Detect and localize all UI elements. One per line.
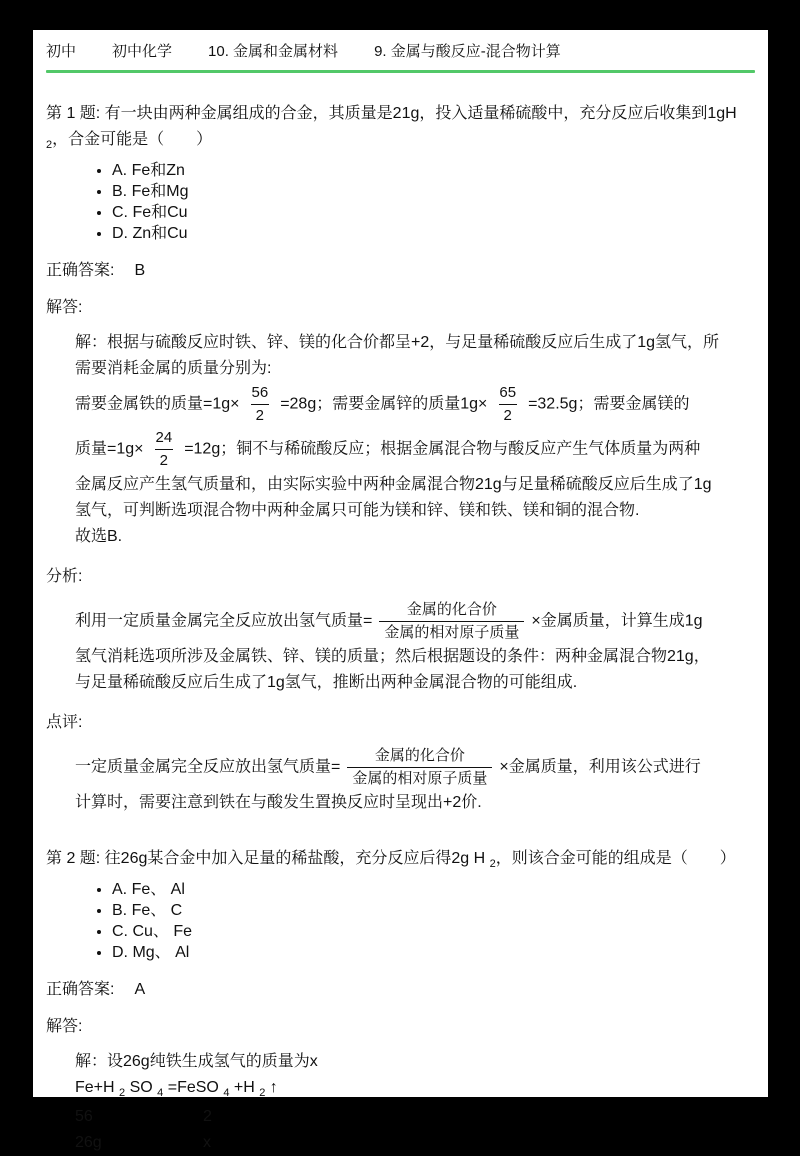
question-2-text xyxy=(46,846,755,872)
option[interactable]: • C. Fe和Cu xyxy=(112,202,755,223)
breadcrumb-item-subject[interactable]: 初中化学 xyxy=(112,43,173,60)
subscript: 4 xyxy=(223,1087,230,1100)
subscript: 2 xyxy=(259,1087,266,1100)
answer-row xyxy=(46,261,755,281)
ratio-cell: 56 xyxy=(75,1108,93,1125)
ratio-row xyxy=(75,1104,755,1130)
question-2-options xyxy=(46,879,755,963)
option[interactable]: • D. Mg、 Al xyxy=(112,942,755,963)
text-line: 金属反应产生氢气质量和，由实际实验中两种金属混合物21g与足量稀硫酸反应后生成了1g xyxy=(75,476,712,493)
text-line: 需要金属铁的质量=1g× $\frac{56}{2}$ =28g；需要金属锌的质量1g× $\frac{65}{2}$ =32.5g；需要金属镁的 xyxy=(75,382,755,427)
solution-text xyxy=(75,1049,755,1101)
breadcrumb-item-level[interactable]: 初中 xyxy=(46,43,77,60)
analysis-section-label: 分析: xyxy=(46,568,83,585)
subscript: 2 xyxy=(119,1087,126,1100)
header-divider xyxy=(46,70,755,73)
ratio-cell: 26g xyxy=(75,1134,102,1151)
correct-answer-label: 正确答案: xyxy=(46,981,115,998)
solution-section-label: 解答: xyxy=(46,1018,83,1035)
fraction: $\frac{56}{2}$ xyxy=(247,382,274,427)
option[interactable]: • A. Fe、 Al xyxy=(112,879,755,900)
option[interactable]: • B. Fe和Mg xyxy=(112,181,755,202)
text-line: Fe+H $_2$ SO $_4$ =FeSO $_4$ +H $_2$ ↑ xyxy=(75,1079,278,1100)
breadcrumb-item-chapter[interactable]: 10. 金属和金属材料 xyxy=(208,43,339,60)
option[interactable]: • A. Fe和Zn xyxy=(112,160,755,181)
text-line: 计算时，需要注意到铁在与酸发生置换反应时呈现出+2价. xyxy=(75,794,482,811)
option[interactable]: • C. Cu、 Fe xyxy=(112,921,755,942)
subscript: 4 xyxy=(157,1087,164,1100)
fraction: $\frac{65}{2}$ xyxy=(494,382,521,427)
breadcrumb xyxy=(46,38,755,61)
text-line: 解：设26g纯铁生成氢气的质量为x xyxy=(75,1053,318,1070)
text-line: $_2$，合金可能是（ ） xyxy=(46,131,213,152)
ratio-row xyxy=(75,1130,755,1156)
correct-answer-label: 正确答案: xyxy=(46,262,115,279)
fraction: $\frac{\text{金属的化合价}}{\text{金属的相对原子质量}}$ xyxy=(347,745,492,790)
breadcrumb-item-topic[interactable]: 9. 金属与酸反应-混合物计算 xyxy=(374,43,561,60)
text-line: 氢气消耗选项所涉及金属铁、锌、镁的质量；然后根据题设的条件：两种金属混合物21g， xyxy=(75,648,710,665)
question-1-text xyxy=(46,101,755,153)
text-line: 第 2 题: 往26g某合金中加入足量的稀盐酸，充分反应后得2g H $_2$，则该合金可能的组成是（ ） xyxy=(46,850,736,871)
answer-row xyxy=(46,980,755,1000)
solution-section-label: 解答: xyxy=(46,299,83,316)
text-line: 第 1 题: 有一块由两种金属组成的合金，其质量是21g，投入适量稀硫酸中，充分反应后收集到1gH xyxy=(46,105,737,122)
option[interactable]: • D. Zn和Cu xyxy=(112,223,755,244)
text-line: 与足量稀硫酸反应后生成了1g氢气，推断出两种金属混合物的可能组成. xyxy=(75,674,578,691)
option[interactable]: • B. Fe、 C xyxy=(112,900,755,921)
proportion-table xyxy=(75,1104,755,1156)
subscript: 2 xyxy=(46,139,53,152)
text-line: 氢气，可判断选项混合物中两种金属只可能为镁和锌、镁和铁、镁和铜的混合物. xyxy=(75,502,640,519)
fraction: $\frac{24}{2}$ xyxy=(151,427,178,472)
correct-answer-value: B xyxy=(134,262,146,279)
text-line: 故选B. xyxy=(75,528,123,545)
question-1 xyxy=(46,101,755,816)
text-line: 质量=1g× $\frac{24}{2}$ =12g；铜不与稀硫酸反应；根据金属混合物与酸反应产生气体质量为两种 xyxy=(75,427,755,472)
correct-answer-value: A xyxy=(134,981,146,998)
comment-section-label: 点评: xyxy=(46,714,83,731)
question-2 xyxy=(46,846,755,1156)
subscript: 2 xyxy=(489,858,496,871)
comment-text xyxy=(75,745,755,816)
text-line: 利用一定质量金属完全反应放出氢气质量= $\frac{\text{金属的化合价}}{\text{金属的相对原子质量}}$ ×金属质量，计算生成1g xyxy=(75,599,755,644)
text-line: 一定质量金属完全反应放出氢气质量= $\frac{\text{金属的化合价}}{\text{金属的相对原子质量}}$ ×金属质量，利用该公式进行 xyxy=(75,745,755,790)
text-line: 解：根据与硫酸反应时铁、锌、镁的化合价都呈+2，与足量稀硫酸反应后生成了1g氢气，所 xyxy=(75,334,720,351)
ratio-cell: 2 xyxy=(203,1108,212,1125)
solution-text xyxy=(75,330,755,550)
question-1-options xyxy=(46,160,755,244)
fraction: $\frac{\text{金属的化合价}}{\text{金属的相对原子质量}}$ xyxy=(379,599,524,644)
document-page xyxy=(33,30,768,1151)
text-line: 需要消耗金属的质量分别为: xyxy=(75,360,272,377)
analysis-text xyxy=(75,599,755,696)
ratio-cell: x xyxy=(203,1134,211,1151)
